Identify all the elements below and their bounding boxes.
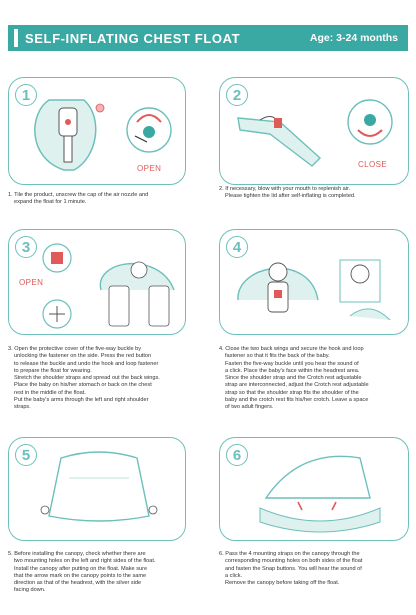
step-5-panel	[8, 437, 186, 541]
header-accent	[14, 29, 18, 47]
step-2-close-label: CLOSE	[358, 160, 388, 169]
step-2-number: 2	[226, 84, 248, 106]
step-3-caption: 3. Open the protective cover of the five-way buckle by unlocking the fastener on the side. Press the red button to release the buckle and undo the hook and loop fastener to prepare the float for wearing. Stretch the shoulder straps and spread out the back wings. Place the baby on his/her stomach or back on the chest rest in the middle of the float. Put the baby's arms through the left and right shoulder straps.	[8, 346, 160, 411]
header-bar	[8, 25, 408, 51]
step-6-caption: 6. Pass the 4 mounting straps on the canopy through the corresponding mounting holes on both sides of the float and fasten the Snap buttons. You will hear the sound of a click. Remove the canopy before taking off the float.	[219, 551, 363, 587]
step-1-number: 1	[15, 84, 37, 106]
step-5-caption: 5. Before installing the canopy, check whether there are two mounting holes on the left and right sides of the float. Install the canopy after putting on the float. Make sure that the arrow mark on the canopy points to the same direction as that of the headrest, with the silver side facing down.	[8, 551, 156, 594]
canopy-install-icon	[220, 438, 410, 542]
step-6-number: 6	[226, 444, 248, 466]
step-1-panel	[8, 77, 186, 185]
step-1-open-label: OPEN	[137, 164, 162, 173]
step-6-panel	[219, 437, 409, 541]
baby-icon	[220, 230, 410, 336]
canopy-icon	[9, 438, 187, 542]
age-range: Age: 3-24 months	[309, 32, 398, 44]
step-5-number: 5	[15, 444, 37, 466]
page-title: SELF-INFLATING CHEST FLOAT	[25, 30, 241, 46]
step-3-open-label: OPEN	[19, 278, 44, 287]
step-4-caption: 4. Close the two back wings and secure the hook and loop fastener so that it fits the back of the baby. Fasten the five-way buckle until you hear the sound of a click. Place the baby's face within the headrest area. Since the shoulder strap and the Crotch rest adjustable strap are interconnected, adjust the Crotch rest adjustable strap so that the shoulder strap fits the shoulder of the baby and the crotch rest fits his/her crotch. Leave a space of two adult fingers.	[219, 346, 369, 411]
step-2-panel	[219, 77, 409, 185]
step-1-caption: 1. Tile the product, unscrew the cap of the air nozzle and expand the float for 1 minute.	[8, 192, 149, 206]
cap-close-icon	[220, 78, 410, 186]
step-4-panel	[219, 229, 409, 335]
step-4-number: 4	[226, 236, 248, 258]
step-3-number: 3	[15, 236, 37, 258]
step-3-panel	[8, 229, 186, 335]
step-2-caption: 2. If necessary, blow with your mouth to replenish air. Please tighten the lid after self-inflating is completed.	[219, 186, 356, 200]
